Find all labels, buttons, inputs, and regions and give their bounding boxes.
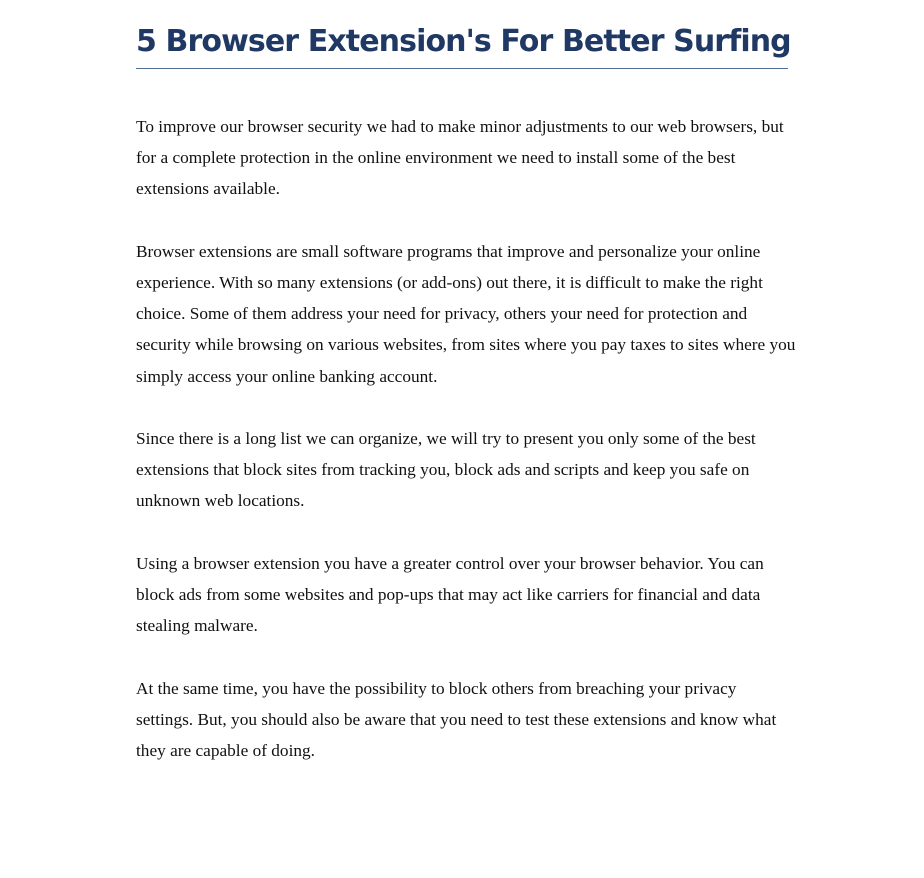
page-title: 5 Browser Extension's For Better Surfing bbox=[136, 24, 791, 59]
title-divider bbox=[136, 68, 788, 69]
paragraph-selection: Since there is a long list we can organize, we will try to present you only some of the best extensions that block sites from tracking you, block ads and scripts and keep you safe on unknown web locations. bbox=[136, 429, 756, 511]
paragraph-control: Using a browser extension you have a greater control over your browser behavior. You can block ads from some websites and pop-ups that may act like carriers for financial and data stealing malware. bbox=[136, 553, 764, 636]
document-body bbox=[136, 111, 796, 766]
paragraph-caution: At the same time, you have the possibility to block others from breaching your privacy settings. But, you should also be aware that you need to test these extensions and know what they are capable of doing. bbox=[136, 678, 777, 760]
paragraph-definition: Browser extensions are small software programs that improve and personalize your online experience. With so many extensions (or add-ons) out there, it is difficult to make the right choice. Some of them address your need for privacy, others your need for protection and security while browsing on various websites, from sites where you pay taxes to sites where you simply access your online banking account. bbox=[136, 241, 796, 386]
paragraph-intro: To improve our browser security we had to make minor adjustments to our web browsers, but for a complete protection in the online environment we need to install some of the best extensions available. bbox=[136, 117, 784, 199]
